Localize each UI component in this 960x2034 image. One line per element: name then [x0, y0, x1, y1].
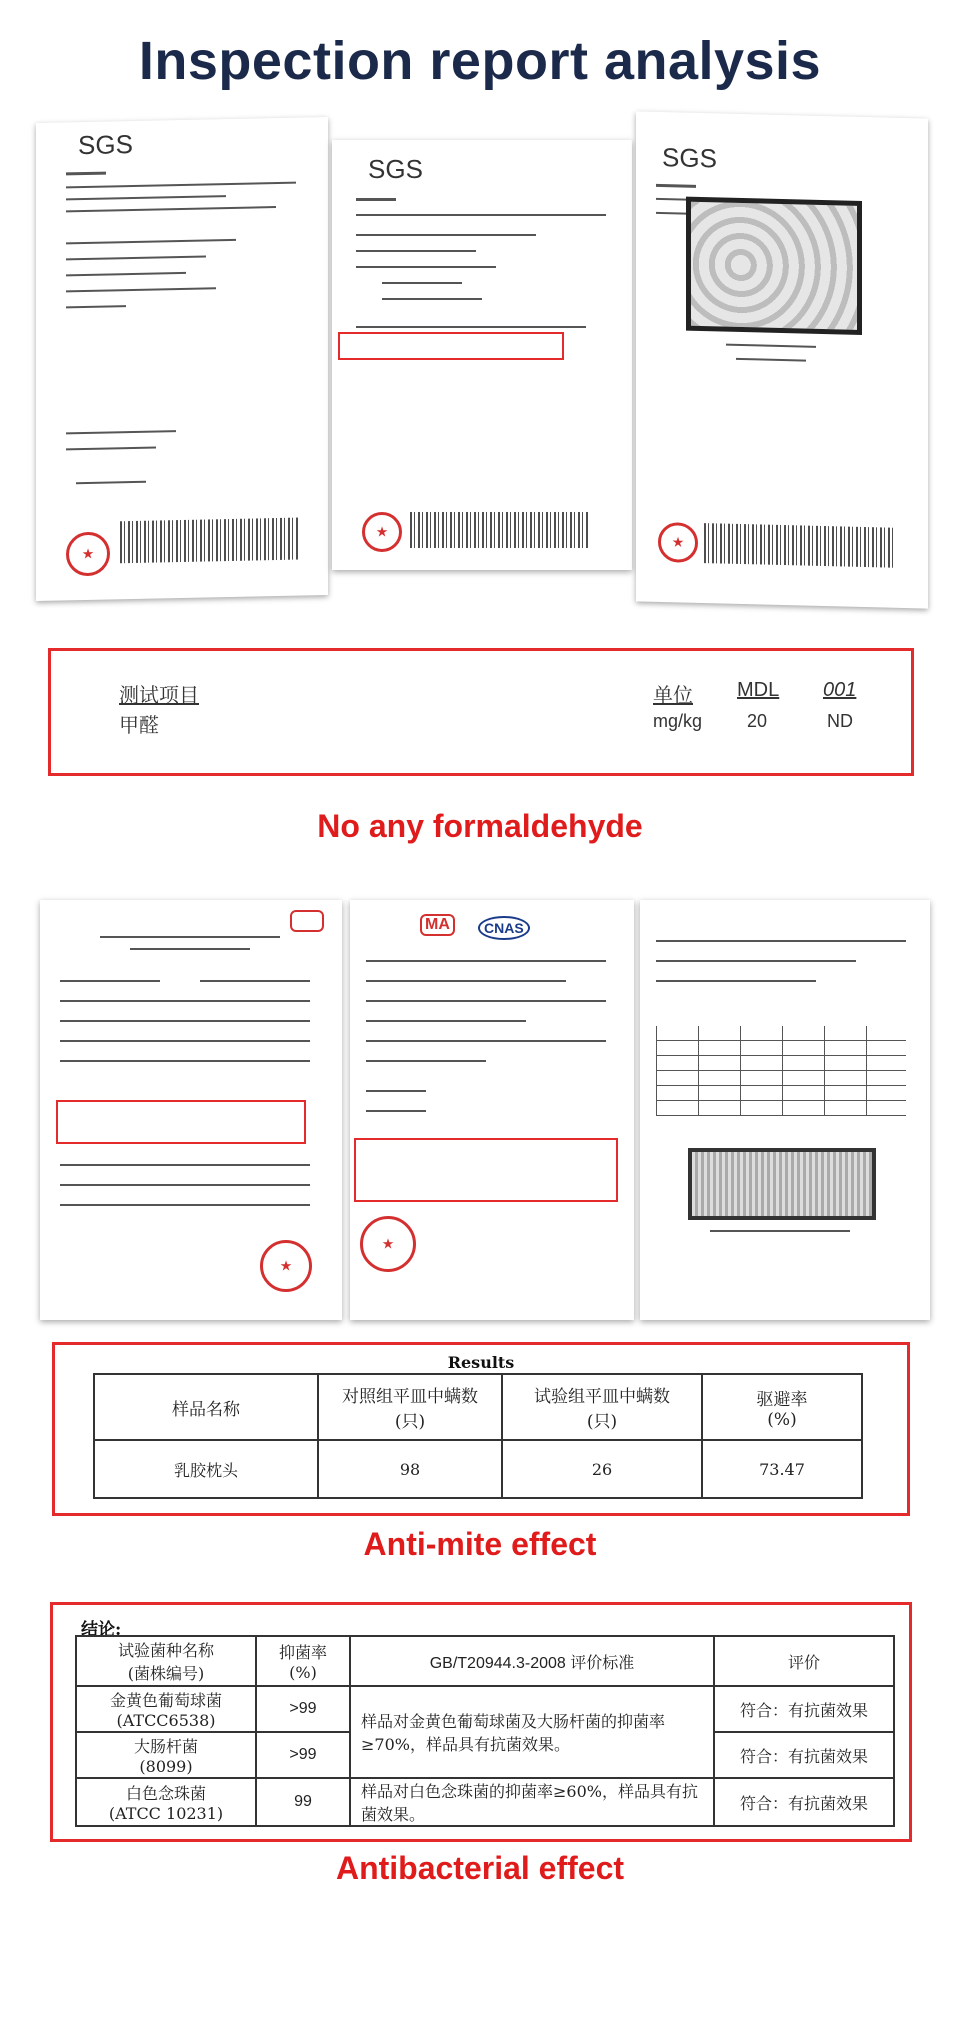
sgs-report-page-2 [332, 140, 632, 570]
red-seal-icon [66, 532, 110, 577]
cell-repellency: 73.47 [702, 1440, 862, 1498]
sgs-report-page-3 [636, 111, 928, 608]
header-test-item: 测试项目 [119, 683, 199, 707]
cell-verdict: 符合：有抗菌效果 [714, 1732, 894, 1778]
formaldehyde-caption: No any formaldehyde [317, 808, 643, 844]
highlight-box [338, 332, 564, 360]
red-seal-icon [658, 522, 698, 563]
header-cell: 驱避率 (%) [702, 1374, 862, 1440]
highlight-box [354, 1138, 618, 1202]
cell-rate: >99 [256, 1732, 350, 1778]
sgs-logo: SGS [662, 142, 717, 174]
cell-strain: 白色念珠菌 (ATCC 10231) [76, 1778, 256, 1826]
results-table-thumb [656, 1026, 906, 1116]
barcode-icon [120, 518, 300, 564]
antibacterial-table [75, 1635, 895, 1827]
cell-verdict: 符合：有抗菌效果 [714, 1778, 894, 1826]
sgs-logo: SGS [368, 154, 423, 184]
header-cell: GB/T20944.3-2008 评价标准 [350, 1636, 714, 1686]
row-unit: mg/kg [653, 711, 703, 731]
cell-verdict: 符合：有抗菌效果 [714, 1686, 894, 1732]
mite-report-page-3 [640, 900, 930, 1320]
highlight-box [56, 1100, 306, 1144]
row-result: ND [827, 711, 853, 731]
sgs-report-page-1 [36, 117, 328, 601]
row-item: 甲醛 [119, 713, 159, 737]
table-header-row [94, 1374, 862, 1440]
header-unit: 单位 [653, 683, 693, 707]
red-seal-icon [260, 1240, 312, 1292]
conclusion-label: 结论: [81, 1620, 122, 1640]
table-row [76, 1686, 894, 1732]
cell-strain: 金黄色葡萄球菌 (ATCC6538) [76, 1686, 256, 1732]
cell-test: 26 [502, 1440, 702, 1498]
header-mdl: MDL [737, 679, 780, 701]
product-photo [688, 1148, 876, 1220]
cnas-logo: CNAS [478, 916, 530, 940]
ma-logo: MA [420, 914, 455, 936]
header-sample: 001 [823, 679, 857, 701]
header-cell: 对照组平皿中螨数 (只) [318, 1374, 502, 1440]
red-seal-icon [360, 1216, 416, 1272]
header-cell: 抑菌率 (%) [256, 1636, 350, 1686]
antibacterial-results-box [50, 1602, 912, 1842]
cell-strain: 大肠杆菌 (8099) [76, 1732, 256, 1778]
table-row [94, 1440, 862, 1498]
mite-report-page-2 [350, 900, 634, 1320]
cell-standard: 样品对金黄色葡萄球菌及大肠杆菌的抑菌率≥70%，样品具有抗菌效果。 [350, 1686, 714, 1778]
page-title: Inspection report analysis [138, 31, 822, 91]
red-seal-icon [362, 512, 402, 552]
mite-report-page-1 [40, 900, 342, 1320]
table-row [76, 1778, 894, 1826]
cell-control: 98 [318, 1440, 502, 1498]
formaldehyde-excerpt-box [48, 648, 914, 776]
anti-mite-results-box [52, 1342, 910, 1516]
cell-rate: >99 [256, 1686, 350, 1732]
anti-mite-caption: Anti-mite effect [363, 1526, 597, 1562]
barcode-icon [704, 523, 894, 568]
cell-rate: 99 [256, 1778, 350, 1826]
header-cell: 评价 [714, 1636, 894, 1686]
sgs-logo: SGS [78, 129, 133, 161]
product-photo [686, 197, 862, 335]
results-table-title: Results [447, 1353, 515, 1372]
cma-logo [290, 910, 324, 932]
row-mdl: 20 [747, 711, 768, 731]
anti-mite-table [93, 1373, 863, 1499]
antibacterial-caption: Antibacterial effect [335, 1850, 625, 1886]
header-cell: 试验菌种名称 (菌株编号) [76, 1636, 256, 1686]
header-cell: 试验组平皿中螨数 (只) [502, 1374, 702, 1440]
cell-sample: 乳胶枕头 [94, 1440, 318, 1498]
header-cell: 样品名称 [94, 1374, 318, 1440]
cell-standard: 样品对白色念珠菌的抑菌率≥60%，样品具有抗菌效果。 [350, 1778, 714, 1826]
barcode-icon [410, 512, 590, 548]
table-header-row [76, 1636, 894, 1686]
